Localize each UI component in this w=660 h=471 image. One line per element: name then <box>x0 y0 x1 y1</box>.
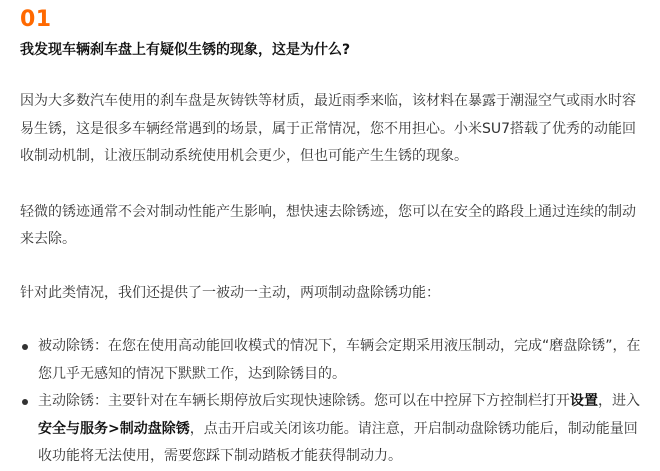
passive-derust-text: 被动除锈：在您在使用高动能回收模式的情况下，车辆会定期采用液压制动，完成“磨盘除锈”，在您几乎无感知的情况下默默工作，达到除锈目的。 <box>38 338 641 382</box>
derust-menu-path: 安全与服务>制动盘除锈 <box>38 420 190 437</box>
derust-feature-list <box>20 333 648 471</box>
active-derust-text-2: ，进入 <box>598 393 640 409</box>
answer-paragraph-3: 针对此类情况，我们还提供了一被动一主动，两项制动盘除锈功能： <box>20 284 440 301</box>
bullet-dot-icon <box>22 399 28 405</box>
bullet-dot-icon <box>22 344 28 350</box>
settings-menu-name: 设置 <box>570 393 598 409</box>
section-number: 01 <box>20 7 52 32</box>
active-derust-text-1: 主动除锈：主要针对在车辆长期停放后实现快速除锈。您可以在中控屏下方控制栏打开 <box>38 393 570 409</box>
list-item-passive-derust <box>20 333 648 388</box>
faq-section <box>20 6 648 471</box>
active-derust-text-3: ，点击开启或关闭该功能。请注意，开启制动盘除锈功能后，制动能量回收功能将无法使用，需要您踩下制动踏板才能获得制动力。 <box>38 420 638 464</box>
answer-paragraph-1: 因为大多数汽车使用的刹车盘是灰铸铁等材质，最近雨季来临，该材料在暴露于潮湿空气或雨水时容易生锈，这是很多车辆经常遇到的场景，属于正常情况，您不用担心。小米SU7搭载了优秀的动能回收制动机制，让液压制动系统使用机会更少，但也可能产生生锈的现象。 <box>20 93 637 164</box>
question-heading: 我发现车辆刹车盘上有疑似生锈的现象，这是为什么? <box>20 42 351 58</box>
answer-paragraph-2: 轻微的锈迹通常不会对制动性能产生影响，想快速去除锈迹，您可以在安全的路段上通过连续的制动来去除。 <box>20 203 636 247</box>
list-item-active-derust <box>20 388 648 471</box>
